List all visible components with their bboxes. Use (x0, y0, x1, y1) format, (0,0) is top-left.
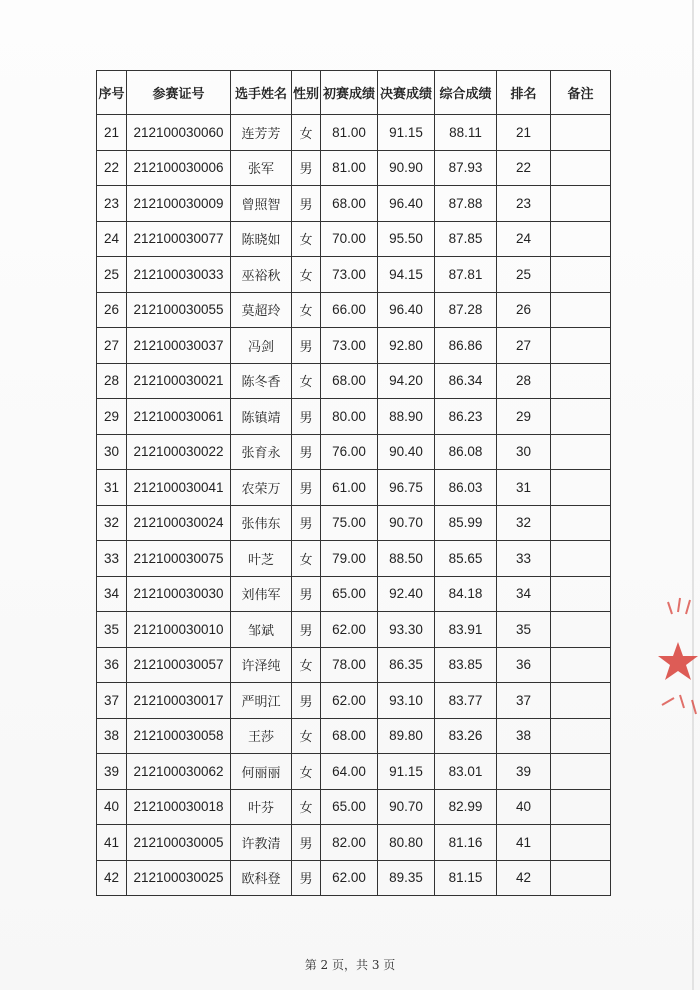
overall-score-cell: 81.16 (435, 825, 497, 861)
rank-cell: 41 (497, 825, 551, 861)
star-seal-icon (650, 590, 700, 740)
entry-id-cell: 212100030057 (127, 647, 231, 683)
table-row (97, 647, 611, 683)
remarks-cell (551, 150, 611, 186)
rank-cell: 34 (497, 576, 551, 612)
column-header: 综合成绩 (435, 71, 497, 115)
name-cell: 连芳芳 (231, 115, 292, 151)
gender-cell: 男 (292, 576, 321, 612)
row-number-cell: 26 (97, 292, 127, 328)
seal-arc-bottom (662, 695, 696, 714)
rank-cell: 42 (497, 860, 551, 896)
column-header: 序号 (97, 71, 127, 115)
final-score-cell: 89.35 (378, 860, 435, 896)
gender-cell: 男 (292, 683, 321, 719)
header-row (97, 71, 611, 115)
table-row (97, 718, 611, 754)
row-number-cell: 28 (97, 363, 127, 399)
column-header: 排名 (497, 71, 551, 115)
remarks-cell (551, 470, 611, 506)
name-cell: 王莎 (231, 718, 292, 754)
overall-score-cell: 85.65 (435, 541, 497, 577)
final-score-cell: 80.80 (378, 825, 435, 861)
prelim-score-cell: 68.00 (321, 186, 378, 222)
gender-cell: 女 (292, 115, 321, 151)
row-number-cell: 23 (97, 186, 127, 222)
table-row (97, 434, 611, 470)
row-number-cell: 33 (97, 541, 127, 577)
name-cell: 巫裕秋 (231, 257, 292, 293)
prelim-score-cell: 82.00 (321, 825, 378, 861)
name-cell: 邹斌 (231, 612, 292, 648)
table-row (97, 576, 611, 612)
entry-id-cell: 212100030021 (127, 363, 231, 399)
overall-score-cell: 85.99 (435, 505, 497, 541)
prelim-score-cell: 75.00 (321, 505, 378, 541)
name-cell: 张伟东 (231, 505, 292, 541)
remarks-cell (551, 221, 611, 257)
prelim-score-cell: 81.00 (321, 150, 378, 186)
row-number-cell: 35 (97, 612, 127, 648)
prelim-score-cell: 73.00 (321, 328, 378, 364)
entry-id-cell: 212100030058 (127, 718, 231, 754)
table-row (97, 683, 611, 719)
entry-id-cell: 212100030024 (127, 505, 231, 541)
final-score-cell: 96.40 (378, 292, 435, 328)
rank-cell: 31 (497, 470, 551, 506)
name-cell: 曾照智 (231, 186, 292, 222)
entry-id-cell: 212100030022 (127, 434, 231, 470)
gender-cell: 男 (292, 399, 321, 435)
row-number-cell: 30 (97, 434, 127, 470)
rank-cell: 30 (497, 434, 551, 470)
name-cell: 张军 (231, 150, 292, 186)
overall-score-cell: 81.15 (435, 860, 497, 896)
rank-cell: 36 (497, 647, 551, 683)
table-row (97, 115, 611, 151)
table-row (97, 399, 611, 435)
table-header (97, 71, 611, 115)
final-score-cell: 96.75 (378, 470, 435, 506)
entry-id-cell: 212100030033 (127, 257, 231, 293)
page-footer: 第 2 页，共 3 页 (304, 958, 396, 972)
remarks-cell (551, 683, 611, 719)
row-number-cell: 25 (97, 257, 127, 293)
row-number-cell: 31 (97, 470, 127, 506)
entry-id-cell: 212100030010 (127, 612, 231, 648)
rank-cell: 22 (497, 150, 551, 186)
row-number-cell: 24 (97, 221, 127, 257)
gender-cell: 男 (292, 825, 321, 861)
gender-cell: 女 (292, 257, 321, 293)
name-cell: 叶芝 (231, 541, 292, 577)
gender-cell: 女 (292, 647, 321, 683)
table-row (97, 470, 611, 506)
prelim-score-cell: 80.00 (321, 399, 378, 435)
gender-cell: 男 (292, 470, 321, 506)
row-number-cell: 29 (97, 399, 127, 435)
gender-cell: 男 (292, 612, 321, 648)
remarks-cell (551, 363, 611, 399)
entry-id-cell: 212100030017 (127, 683, 231, 719)
prelim-score-cell: 62.00 (321, 612, 378, 648)
prelim-score-cell: 64.00 (321, 754, 378, 790)
table-row (97, 257, 611, 293)
name-cell: 严明江 (231, 683, 292, 719)
table-row (97, 150, 611, 186)
gender-cell: 女 (292, 363, 321, 399)
rank-cell: 38 (497, 718, 551, 754)
final-score-cell: 91.15 (378, 115, 435, 151)
gender-cell: 男 (292, 150, 321, 186)
overall-score-cell: 82.99 (435, 789, 497, 825)
final-score-cell: 95.50 (378, 221, 435, 257)
remarks-cell (551, 612, 611, 648)
row-number-cell: 36 (97, 647, 127, 683)
remarks-cell (551, 257, 611, 293)
overall-score-cell: 86.03 (435, 470, 497, 506)
column-header: 备注 (551, 71, 611, 115)
row-number-cell: 38 (97, 718, 127, 754)
final-score-cell: 90.90 (378, 150, 435, 186)
score-table (96, 70, 611, 896)
prelim-score-cell: 78.00 (321, 647, 378, 683)
rank-cell: 33 (497, 541, 551, 577)
table-row (97, 505, 611, 541)
name-cell: 何丽丽 (231, 754, 292, 790)
entry-id-cell: 212100030005 (127, 825, 231, 861)
row-number-cell: 21 (97, 115, 127, 151)
rank-cell: 35 (497, 612, 551, 648)
row-number-cell: 41 (97, 825, 127, 861)
entry-id-cell: 212100030037 (127, 328, 231, 364)
prelim-score-cell: 65.00 (321, 576, 378, 612)
table-row (97, 363, 611, 399)
rank-cell: 29 (497, 399, 551, 435)
overall-score-cell: 87.81 (435, 257, 497, 293)
final-score-cell: 90.70 (378, 789, 435, 825)
remarks-cell (551, 718, 611, 754)
remarks-cell (551, 541, 611, 577)
overall-score-cell: 83.77 (435, 683, 497, 719)
remarks-cell (551, 399, 611, 435)
rank-cell: 23 (497, 186, 551, 222)
final-score-cell: 93.10 (378, 683, 435, 719)
rank-cell: 32 (497, 505, 551, 541)
final-score-cell: 92.40 (378, 576, 435, 612)
rank-cell: 24 (497, 221, 551, 257)
prelim-score-cell: 61.00 (321, 470, 378, 506)
overall-score-cell: 87.93 (435, 150, 497, 186)
column-header: 初赛成绩 (321, 71, 378, 115)
prelim-score-cell: 62.00 (321, 860, 378, 896)
final-score-cell: 96.40 (378, 186, 435, 222)
table-row (97, 186, 611, 222)
final-score-cell: 90.40 (378, 434, 435, 470)
overall-score-cell: 83.85 (435, 647, 497, 683)
row-number-cell: 22 (97, 150, 127, 186)
entry-id-cell: 212100030006 (127, 150, 231, 186)
name-cell: 刘伟军 (231, 576, 292, 612)
rank-cell: 40 (497, 789, 551, 825)
prelim-score-cell: 79.00 (321, 541, 378, 577)
final-score-cell: 88.50 (378, 541, 435, 577)
column-header: 选手姓名 (231, 71, 292, 115)
name-cell: 张育永 (231, 434, 292, 470)
name-cell: 叶芬 (231, 789, 292, 825)
table-body (97, 115, 611, 896)
seal-arc-top (668, 598, 690, 614)
name-cell: 陈镇靖 (231, 399, 292, 435)
remarks-cell (551, 825, 611, 861)
column-header: 参赛证号 (127, 71, 231, 115)
prelim-score-cell: 62.00 (321, 683, 378, 719)
gender-cell: 男 (292, 186, 321, 222)
prelim-score-cell: 65.00 (321, 789, 378, 825)
page-edge (692, 0, 694, 990)
table-row (97, 221, 611, 257)
rank-cell: 28 (497, 363, 551, 399)
entry-id-cell: 212100030025 (127, 860, 231, 896)
row-number-cell: 42 (97, 860, 127, 896)
rank-cell: 25 (497, 257, 551, 293)
overall-score-cell: 86.23 (435, 399, 497, 435)
overall-score-cell: 87.85 (435, 221, 497, 257)
final-score-cell: 90.70 (378, 505, 435, 541)
table-row (97, 541, 611, 577)
overall-score-cell: 86.34 (435, 363, 497, 399)
overall-score-cell: 83.01 (435, 754, 497, 790)
gender-cell: 男 (292, 328, 321, 364)
gender-cell: 女 (292, 292, 321, 328)
prelim-score-cell: 70.00 (321, 221, 378, 257)
table-row (97, 860, 611, 896)
overall-score-cell: 83.91 (435, 612, 497, 648)
rank-cell: 37 (497, 683, 551, 719)
remarks-cell (551, 186, 611, 222)
entry-id-cell: 212100030061 (127, 399, 231, 435)
final-score-cell: 94.20 (378, 363, 435, 399)
final-score-cell: 94.15 (378, 257, 435, 293)
rank-cell: 26 (497, 292, 551, 328)
entry-id-cell: 212100030030 (127, 576, 231, 612)
remarks-cell (551, 115, 611, 151)
gender-cell: 女 (292, 718, 321, 754)
row-number-cell: 34 (97, 576, 127, 612)
remarks-cell (551, 505, 611, 541)
name-cell: 陈晓如 (231, 221, 292, 257)
prelim-score-cell: 73.00 (321, 257, 378, 293)
name-cell: 莫超玲 (231, 292, 292, 328)
remarks-cell (551, 789, 611, 825)
rank-cell: 27 (497, 328, 551, 364)
rank-cell: 21 (497, 115, 551, 151)
table-row (97, 612, 611, 648)
gender-cell: 女 (292, 541, 321, 577)
name-cell: 许泽纯 (231, 647, 292, 683)
remarks-cell (551, 647, 611, 683)
prelim-score-cell: 68.00 (321, 718, 378, 754)
overall-score-cell: 87.28 (435, 292, 497, 328)
final-score-cell: 88.90 (378, 399, 435, 435)
gender-cell: 男 (292, 505, 321, 541)
table-row (97, 789, 611, 825)
entry-id-cell: 212100030062 (127, 754, 231, 790)
remarks-cell (551, 292, 611, 328)
name-cell: 许教清 (231, 825, 292, 861)
row-number-cell: 32 (97, 505, 127, 541)
row-number-cell: 39 (97, 754, 127, 790)
table-row (97, 292, 611, 328)
final-score-cell: 86.35 (378, 647, 435, 683)
final-score-cell: 92.80 (378, 328, 435, 364)
gender-cell: 女 (292, 789, 321, 825)
overall-score-cell: 87.88 (435, 186, 497, 222)
name-cell: 陈冬香 (231, 363, 292, 399)
entry-id-cell: 212100030060 (127, 115, 231, 151)
gender-cell: 女 (292, 754, 321, 790)
entry-id-cell: 212100030055 (127, 292, 231, 328)
seal-star (658, 642, 698, 680)
remarks-cell (551, 434, 611, 470)
entry-id-cell: 212100030077 (127, 221, 231, 257)
remarks-cell (551, 328, 611, 364)
name-cell: 欧科登 (231, 860, 292, 896)
final-score-cell: 91.15 (378, 754, 435, 790)
prelim-score-cell: 68.00 (321, 363, 378, 399)
overall-score-cell: 86.86 (435, 328, 497, 364)
name-cell: 冯剑 (231, 328, 292, 364)
prelim-score-cell: 81.00 (321, 115, 378, 151)
remarks-cell (551, 576, 611, 612)
row-number-cell: 40 (97, 789, 127, 825)
entry-id-cell: 212100030018 (127, 789, 231, 825)
final-score-cell: 93.30 (378, 612, 435, 648)
entry-id-cell: 212100030009 (127, 186, 231, 222)
gender-cell: 男 (292, 860, 321, 896)
table-row (97, 825, 611, 861)
remarks-cell (551, 754, 611, 790)
overall-score-cell: 88.11 (435, 115, 497, 151)
gender-cell: 男 (292, 434, 321, 470)
column-header: 决赛成绩 (378, 71, 435, 115)
prelim-score-cell: 66.00 (321, 292, 378, 328)
entry-id-cell: 212100030041 (127, 470, 231, 506)
name-cell: 农荣万 (231, 470, 292, 506)
overall-score-cell: 84.18 (435, 576, 497, 612)
final-score-cell: 89.80 (378, 718, 435, 754)
table-row (97, 754, 611, 790)
row-number-cell: 27 (97, 328, 127, 364)
overall-score-cell: 83.26 (435, 718, 497, 754)
table-row (97, 328, 611, 364)
rank-cell: 39 (497, 754, 551, 790)
remarks-cell (551, 860, 611, 896)
overall-score-cell: 86.08 (435, 434, 497, 470)
row-number-cell: 37 (97, 683, 127, 719)
prelim-score-cell: 76.00 (321, 434, 378, 470)
gender-cell: 女 (292, 221, 321, 257)
column-header: 性别 (292, 71, 321, 115)
entry-id-cell: 212100030075 (127, 541, 231, 577)
